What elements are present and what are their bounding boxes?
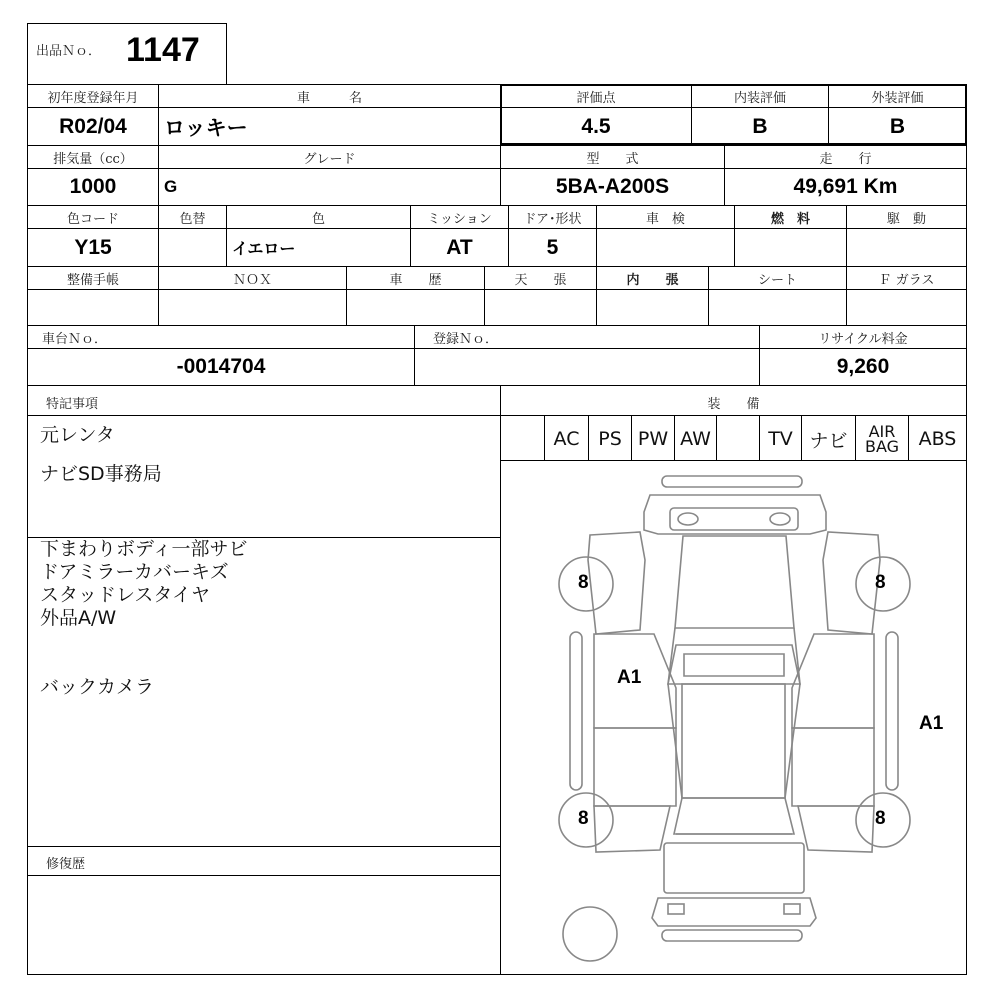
- equipment-ps: PS: [598, 428, 622, 450]
- hood: [675, 536, 794, 628]
- equipment-abs: ABS: [918, 428, 957, 450]
- rear-bumper-bottom: [662, 930, 802, 941]
- note-bottom-1: 下まわりボディ一部サビ: [40, 538, 248, 560]
- fuel-label: 燃 料: [770, 211, 810, 227]
- lot-label: 出品Ｎｏ．: [36, 43, 102, 59]
- grille: [670, 508, 798, 530]
- repair-top: [27, 846, 501, 847]
- note-top-2: ナビSD事務局: [40, 463, 162, 485]
- header-box-top: [27, 23, 227, 24]
- interior-value: B: [752, 114, 768, 138]
- seat-label: シート: [757, 272, 797, 288]
- special-notes-label: 特記事項: [46, 396, 99, 412]
- color-code-value: Y15: [74, 235, 112, 259]
- mileage-label: 走 行: [819, 151, 872, 167]
- equipment-airbag-line1: AIR: [868, 422, 896, 441]
- model-value: 5BA-A200S: [555, 175, 670, 198]
- drive-label: 駆 動: [886, 211, 926, 227]
- taillight-right-icon: [784, 904, 800, 914]
- note-bottom-5: バックカメラ: [40, 676, 155, 698]
- recycle-label: リサイクル料金: [818, 331, 908, 347]
- header-box-right: [226, 23, 227, 84]
- special-header-divider: [27, 415, 967, 416]
- note-bottom-2: ドアミラーカバーキズ: [40, 561, 229, 583]
- front-bumper-top: [662, 476, 802, 487]
- maintenance-label: 整備手帳: [66, 272, 119, 288]
- taillight-left-icon: [668, 904, 684, 914]
- left-front-fender: [588, 532, 645, 634]
- left-rear-fender: [594, 806, 670, 852]
- note-bottom-4: 外品A/W: [40, 607, 117, 629]
- first-reg-value: R02/04: [59, 114, 127, 138]
- sunroof-label: 天 張: [514, 272, 567, 288]
- color-code-label: 色コード: [66, 211, 119, 227]
- inner-roof-label: 内 張: [626, 272, 679, 288]
- f-glass-label: Ｆ ガラス: [878, 272, 935, 288]
- color-value: イエロー: [232, 241, 296, 258]
- displacement-label: 排気量（cc）: [53, 151, 133, 167]
- grade-value: G: [164, 177, 178, 196]
- spare-tire: [563, 907, 617, 961]
- history-label: 車 歴: [389, 272, 442, 288]
- grade-label: グレード: [303, 151, 356, 167]
- right-front-door: [792, 634, 874, 728]
- score-value: 4.5: [581, 114, 611, 138]
- car-damage-diagram: [502, 462, 966, 974]
- exterior-label: 外装評価: [871, 90, 924, 106]
- equipment-navi: ナビ: [809, 429, 848, 452]
- equipment-pw: PW: [637, 428, 669, 450]
- equipment-airbag: [856, 419, 908, 459]
- rear-glass: [674, 798, 794, 834]
- equipment-tv: TV: [768, 428, 793, 450]
- tire-fl-depth: 8: [578, 572, 589, 593]
- right-front-fender: [823, 532, 880, 634]
- windshield: [668, 645, 800, 684]
- lot-number: 1147: [126, 30, 200, 69]
- equipment-aw: AW: [680, 428, 711, 450]
- equipment-airbag-line2: BAG: [864, 437, 900, 456]
- repair-history-label: 修復歴: [46, 856, 86, 872]
- headlight-right-icon: [770, 513, 790, 525]
- row5-bottom: [27, 385, 967, 386]
- note-bottom-3: スタッドレスタイヤ: [40, 584, 211, 606]
- equipment-bottom: [500, 460, 967, 461]
- frame-bottom: [27, 974, 967, 975]
- chassis-label: 車台Ｎｏ．: [42, 331, 108, 347]
- left-side-sill: [570, 632, 582, 790]
- rear-bumper: [652, 898, 816, 926]
- model-label: 型 式: [586, 151, 639, 167]
- right-rear-fender: [798, 806, 874, 852]
- right-rear-door: [792, 728, 874, 806]
- inspection-label: 車 検: [645, 211, 685, 227]
- damage-mark-right: A1: [919, 713, 944, 734]
- tire-rl-depth: 8: [578, 808, 589, 829]
- chassis-value: -0014704: [176, 355, 266, 378]
- frame-right: [966, 84, 967, 975]
- equipment-label: 装 備: [707, 396, 760, 412]
- repair-header-divider: [27, 875, 501, 876]
- exterior-value: B: [889, 114, 906, 138]
- roof: [682, 684, 785, 798]
- mileage-value: 49,691 Km: [793, 175, 898, 198]
- mission-label: ミッション: [427, 211, 492, 227]
- lower-center-divider: [500, 385, 501, 975]
- car-name-value: ロッキー: [164, 116, 248, 140]
- tire-fr-depth: 8: [875, 572, 886, 593]
- back-door: [664, 843, 804, 893]
- first-reg-label: 初年度登録年月: [47, 90, 139, 106]
- recycle-value: 9,260: [836, 355, 890, 378]
- row4-divider: [27, 289, 967, 290]
- equipment-ac: AC: [553, 428, 580, 450]
- note-top-1: 元レンタ: [40, 424, 115, 446]
- score-label: 評価点: [576, 90, 616, 106]
- reg-no-label: 登録Ｎｏ．: [433, 331, 499, 347]
- interior-label: 内装評価: [733, 90, 786, 106]
- eq-div-5: [716, 415, 717, 461]
- nox-label: ＮＯＸ: [232, 272, 272, 288]
- car-name-label: 車 名: [296, 90, 362, 106]
- header-box-left: [27, 23, 28, 84]
- left-rear-door: [594, 728, 676, 806]
- doors-label: ドア･形状: [523, 211, 582, 227]
- color-label: 色: [311, 211, 325, 227]
- headlight-left-icon: [678, 513, 698, 525]
- right-side-sill: [886, 632, 898, 790]
- color-change-label: 色替: [179, 211, 206, 227]
- damage-mark-left: A1: [617, 667, 642, 688]
- windshield-inner: [684, 654, 784, 676]
- displacement-value: 1000: [69, 175, 117, 198]
- tire-rr-depth: 8: [875, 808, 886, 829]
- mission-value: AT: [446, 235, 473, 259]
- doors-value: 5: [546, 235, 559, 259]
